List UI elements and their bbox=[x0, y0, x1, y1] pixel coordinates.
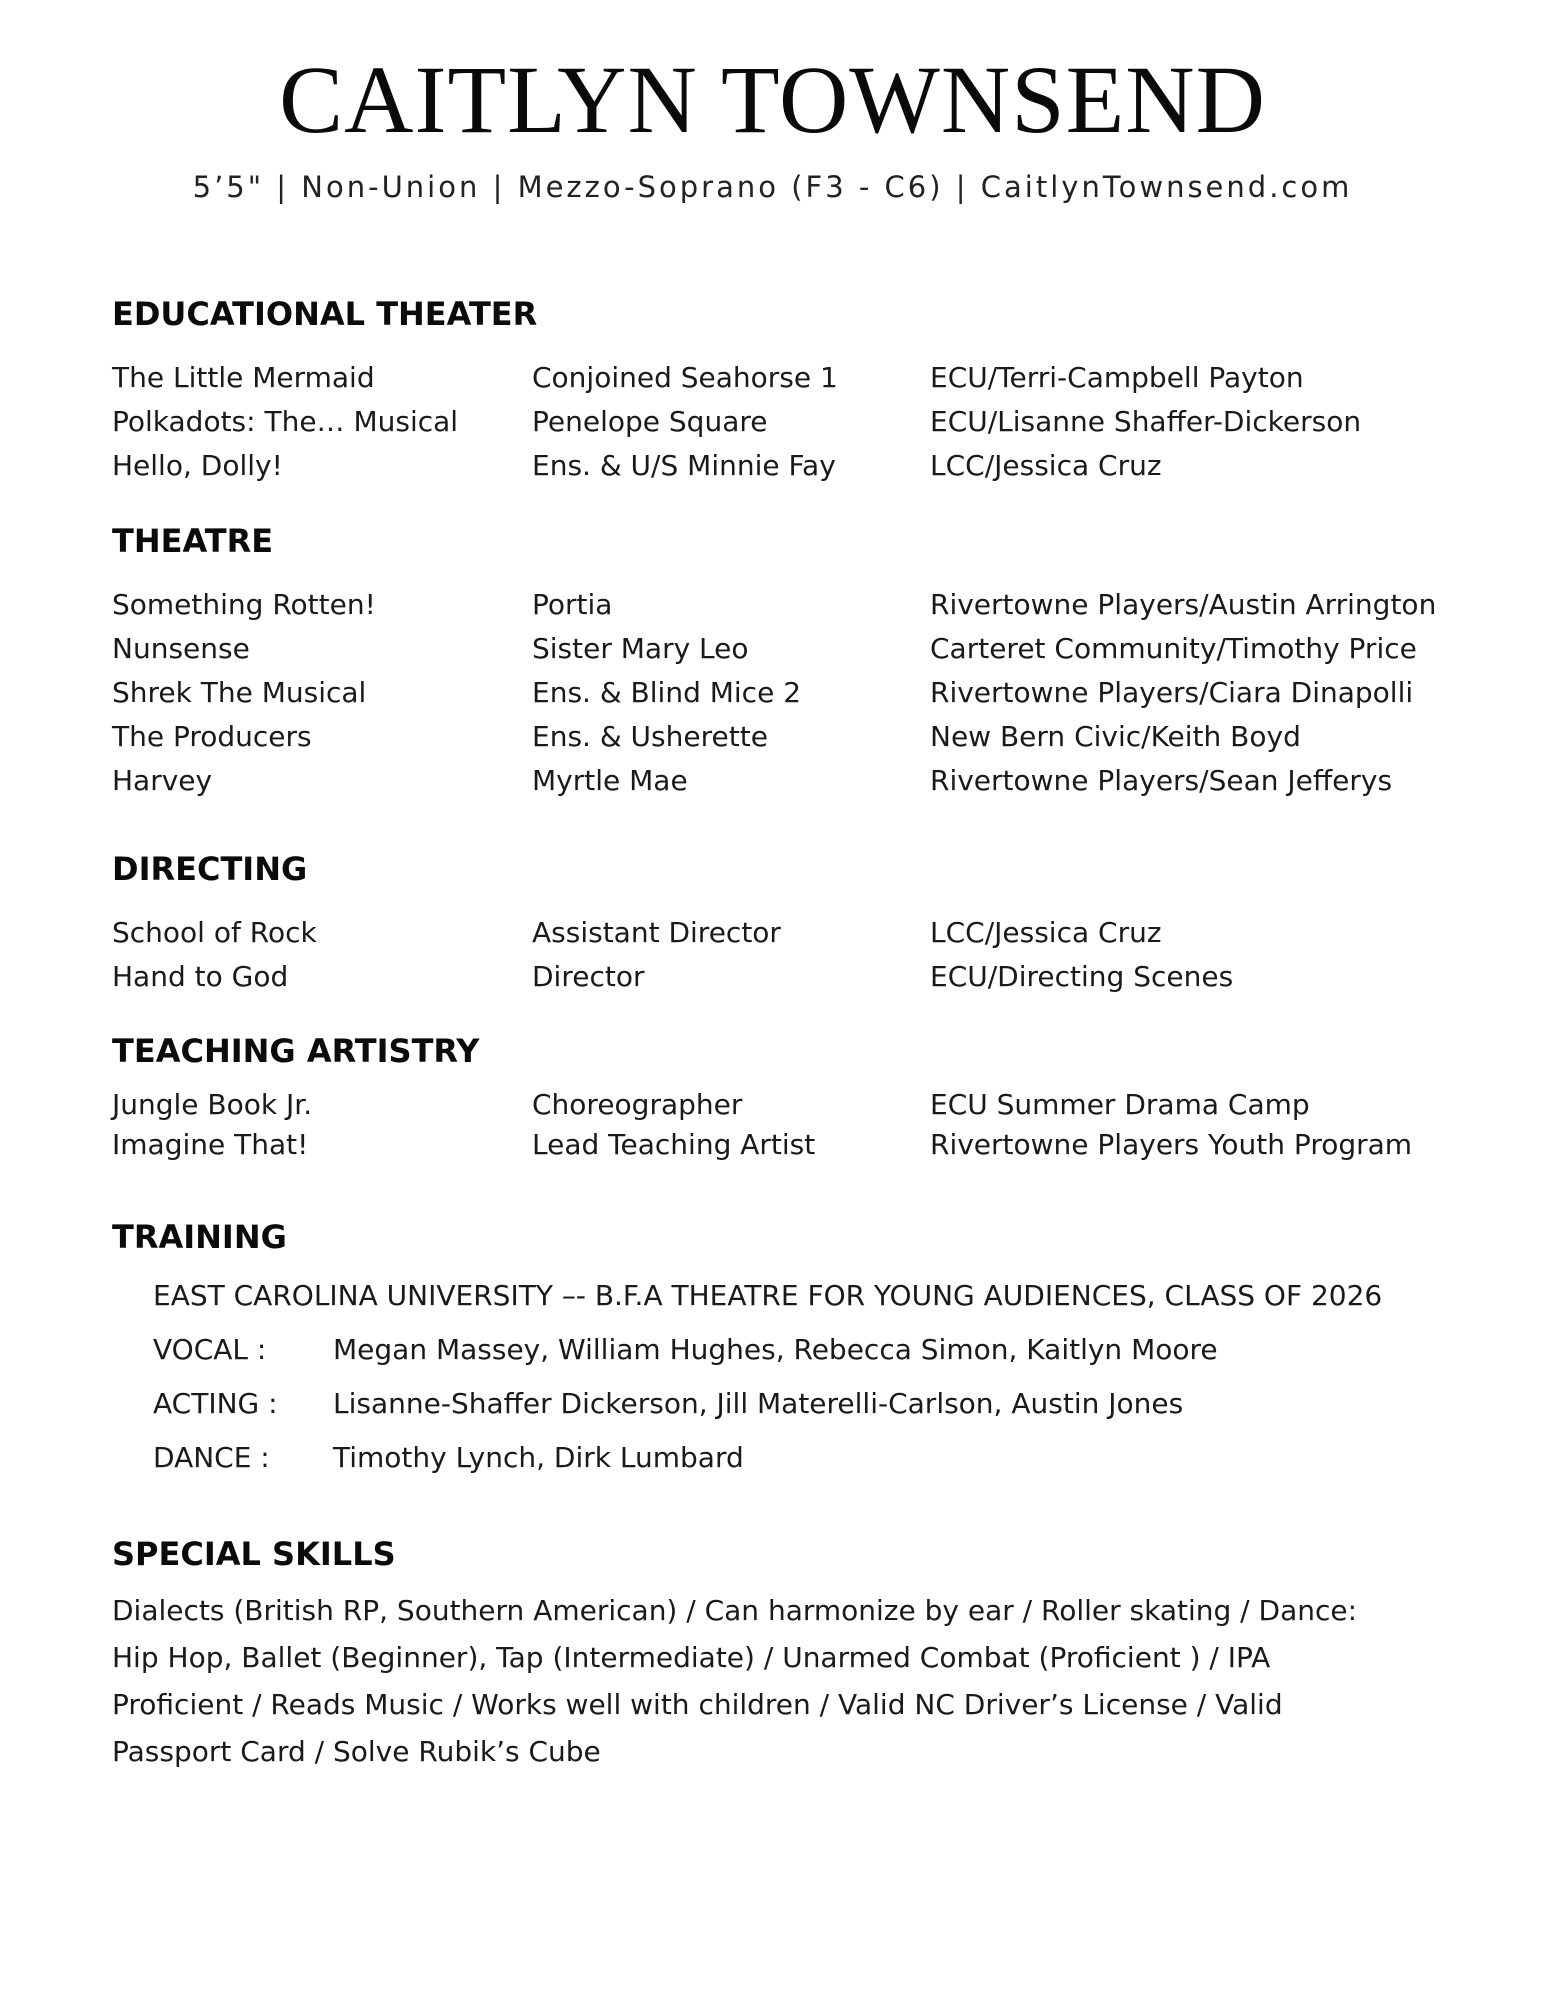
theatre-section bbox=[112, 522, 1442, 802]
training-degree: EAST CAROLINA UNIVERSITY –- B.F.A THEATRE FOR YOUNG AUDIENCES, CLASS OF 2026 bbox=[153, 1278, 1383, 1312]
training-line bbox=[112, 1430, 1442, 1484]
company: ECU Summer Drama Camp bbox=[930, 1087, 1310, 1121]
training-label: VOCAL : bbox=[153, 1332, 267, 1366]
role: Penelope Square bbox=[532, 404, 768, 438]
section-heading: EDUCATIONAL THEATER bbox=[112, 295, 538, 333]
role: Director bbox=[532, 959, 645, 993]
section-heading: DIRECTING bbox=[112, 850, 308, 888]
credit-row bbox=[112, 758, 1442, 802]
credit-row bbox=[112, 714, 1442, 758]
show-title: Jungle Book Jr. bbox=[112, 1087, 313, 1121]
role: Conjoined Seahorse 1 bbox=[532, 360, 838, 394]
special-skills-text: Dialects (British RP, Southern American) / Can harmonize by ear / Roller skating / Dance: Hip Hop, Ballet (Beginner), Tap (Intermediate) / Unarmed Combat (Proficient ) / IPA Proficient / Reads Music / Works well with children / Valid NC Driver’s License / Valid Passport Card / Solve Rubik’s Cube bbox=[112, 1594, 1358, 1768]
training-section bbox=[112, 1218, 1442, 1484]
show-title: Imagine That! bbox=[112, 1127, 309, 1161]
role: Lead Teaching Artist bbox=[532, 1127, 816, 1161]
show-title: Nunsense bbox=[112, 631, 250, 665]
credit-row bbox=[112, 910, 1442, 954]
role: Ens. & Blind Mice 2 bbox=[532, 675, 802, 709]
role: Ens. & U/S Minnie Fay bbox=[532, 448, 836, 482]
training-label: DANCE : bbox=[153, 1440, 270, 1474]
company: Rivertowne Players/Austin Arrington bbox=[930, 587, 1437, 621]
company: ECU/Directing Scenes bbox=[930, 959, 1234, 993]
show-title: Something Rotten! bbox=[112, 587, 376, 621]
credit-row bbox=[112, 954, 1442, 998]
company: LCC/Jessica Cruz bbox=[930, 915, 1162, 949]
special-skills-section bbox=[112, 1535, 1442, 1775]
credit-row bbox=[112, 443, 1442, 487]
credit-row bbox=[112, 1084, 1442, 1124]
credit-row bbox=[112, 626, 1442, 670]
resume-details: 5’5" | Non-Union | Mezzo-Soprano (F3 - C6) | CaitlynTownsend.com bbox=[192, 170, 1353, 204]
company: New Bern Civic/Keith Boyd bbox=[930, 719, 1301, 753]
company: Carteret Community/Timothy Price bbox=[930, 631, 1417, 665]
training-label: ACTING : bbox=[153, 1386, 278, 1420]
role: Choreographer bbox=[532, 1087, 743, 1121]
show-title: School of Rock bbox=[112, 915, 317, 949]
training-line bbox=[112, 1376, 1442, 1430]
show-title: The Little Mermaid bbox=[112, 360, 375, 394]
section-heading: TEACHING ARTISTRY bbox=[112, 1032, 480, 1070]
training-names: Timothy Lynch, Dirk Lumbard bbox=[333, 1440, 744, 1474]
role: Assistant Director bbox=[532, 915, 781, 949]
role: Myrtle Mae bbox=[532, 763, 688, 797]
section-heading: TRAINING bbox=[112, 1218, 287, 1256]
section-heading: SPECIAL SKILLS bbox=[112, 1535, 396, 1573]
show-title: Shrek The Musical bbox=[112, 675, 367, 709]
directing-section bbox=[112, 850, 1442, 998]
show-title: The Producers bbox=[112, 719, 312, 753]
credit-row bbox=[112, 582, 1442, 626]
company: LCC/Jessica Cruz bbox=[930, 448, 1162, 482]
training-line bbox=[112, 1322, 1442, 1376]
teaching-artistry-section bbox=[112, 1032, 1442, 1164]
role: Ens. & Usherette bbox=[532, 719, 768, 753]
training-names: Lisanne-Shaffer Dickerson, Jill Materelli-Carlson, Austin Jones bbox=[333, 1386, 1184, 1420]
credit-row bbox=[112, 670, 1442, 714]
resume-name: CAITLYN TOWNSEND bbox=[279, 46, 1266, 153]
show-title: Hand to God bbox=[112, 959, 289, 993]
credit-row bbox=[112, 399, 1442, 443]
show-title: Harvey bbox=[112, 763, 213, 797]
company: Rivertowne Players/Ciara Dinapolli bbox=[930, 675, 1414, 709]
training-names: Megan Massey, William Hughes, Rebecca Simon, Kaitlyn Moore bbox=[333, 1332, 1218, 1366]
company: ECU/Terri-Campbell Payton bbox=[930, 360, 1304, 394]
role: Portia bbox=[532, 587, 613, 621]
credit-row bbox=[112, 1124, 1442, 1164]
show-title: Hello, Dolly! bbox=[112, 448, 283, 482]
section-heading: THEATRE bbox=[112, 522, 274, 560]
company: Rivertowne Players Youth Program bbox=[930, 1127, 1413, 1161]
show-title: Polkadots: The… Musical bbox=[112, 404, 459, 438]
educational-theater-section bbox=[112, 295, 1442, 487]
credit-row bbox=[112, 355, 1442, 399]
role: Sister Mary Leo bbox=[532, 631, 749, 665]
company: Rivertowne Players/Sean Jefferys bbox=[930, 763, 1393, 797]
company: ECU/Lisanne Shaffer-Dickerson bbox=[930, 404, 1362, 438]
